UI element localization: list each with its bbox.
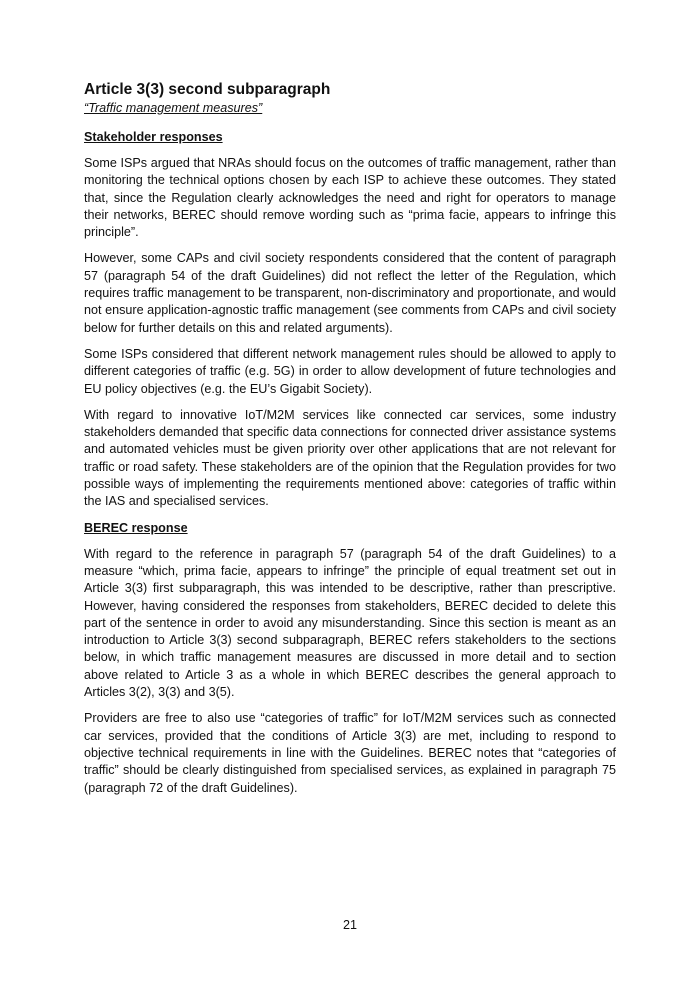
page-number: 21 xyxy=(342,918,357,932)
stakeholder-paragraph-4: With regard to innovative IoT/M2M services like connected car services, some industry stakeholders demanded that specific data connections for connected driver assistance systems and automated vehicles must be given priority over other applications that are not relevant for traffic or road safety. These stakeholders are of the opinion that the Regulation provides for two possible ways of implementing the requirements mentioned above: categories of traffic within the IAS and specialised services. xyxy=(84,407,616,509)
article-subtitle: “Traffic management measures” xyxy=(84,101,263,115)
article-title: Article 3(3) second subparagraph xyxy=(84,81,331,98)
stakeholder-paragraph-2: However, some CAPs and civil society respondents considered that the content of paragraph 57 (paragraph 54 of the draft Guidelines) did not reflect the letter of the Regulation, which requires traffic management to be transparent, non-discriminatory and proportionate, and would not ensure application-agnostic traffic management (see comments from CAPs and civil society below for further details on this and related arguments). xyxy=(84,251,616,335)
document-page xyxy=(84,80,616,806)
stakeholder-paragraph-1: Some ISPs argued that NRAs should focus on the outcomes of traffic management, rather than monitoring the technical options chosen by each ISP to achieve these outcomes. They stated that, since the Regulation clearly acknowledges the need and right for operators to manage their networks, BEREC should remove wording such as “prima facie, appears to infringe this principle”. xyxy=(84,156,616,240)
stakeholder-paragraph-3: Some ISPs considered that different network management rules should be allowed to apply to different categories of traffic (e.g. 5G) in order to allow development of future technologies and EU policy objectives (e.g. the EU’s Gigabit Society). xyxy=(84,346,616,396)
berec-paragraph-1: With regard to the reference in paragraph 57 (paragraph 54 of the draft Guidelines) to a measure “which, prima facie, appears to infringe” the principle of equal treatment set out in Article 3(3) first subparagraph, this was intended to be descriptive, rather than prescriptive. However, having considered the responses from stakeholders, BEREC decided to delete this part of the sentence in order to avoid any misunderstanding. Since this section is meant as an introduction to Article 3(3) second subparagraph, BEREC refers stakeholders to the sections below, in which traffic management measures are discussed in more detail and to section above related to Article 3 as a whole in which BEREC describes the general approach to Articles 3(2), 3(3) and 3(5). xyxy=(84,546,616,700)
berec-paragraph-2: Providers are free to also use “categories of traffic” for IoT/M2M services such as connected car services, provided that the conditions of Article 3(3) are met, including to respond to objective technical requirements in line with the Guidelines. BEREC notes that “categories of traffic” should be clearly distinguished from specialised services, as explained in paragraph 75 (paragraph 72 of the draft Guidelines). xyxy=(84,711,616,795)
stakeholder-responses-heading: Stakeholder responses xyxy=(84,130,223,144)
berec-response-heading: BEREC response xyxy=(84,520,188,535)
